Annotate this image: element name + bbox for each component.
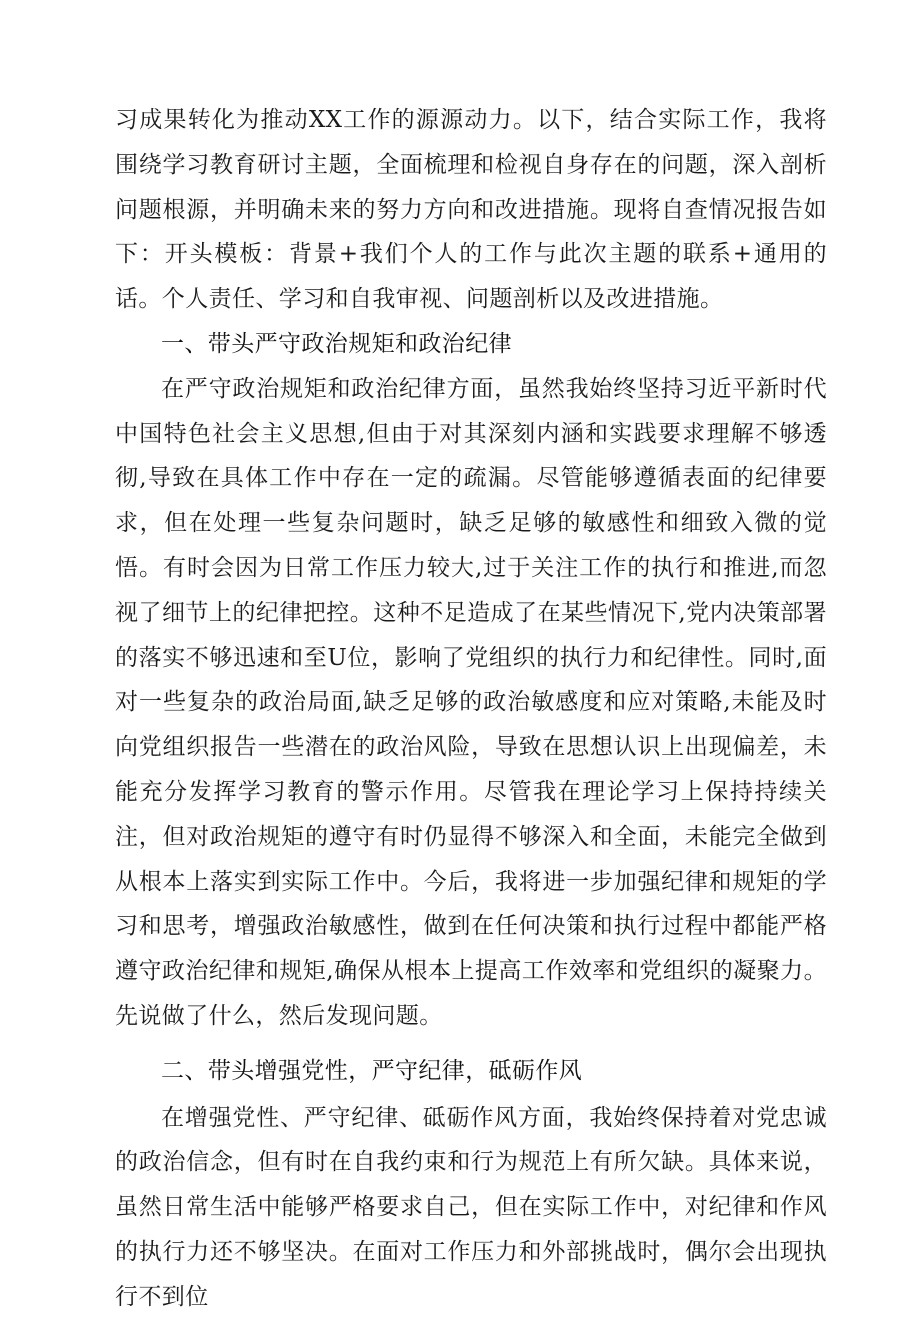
document-body: [115, 98, 827, 1320]
intro-paragraph: 习成果转化为推动XX工作的源源动力。以下，结合实际工作，我将围绕学习教育研讨主题，全面梳理和检视自身存在的问题，深入剖析问题根源，并明确未来的努力方向和改进措施。现将自查情况报告如下：开头模板：背景+我们个人的工作与此次主题的联系+通用的话。个人责任、学习和自我审视、问题剖析以及改进措施。: [115, 107, 827, 313]
section-heading-2: 二、带头增强党性，严守纪律，砥砺作风: [161, 1057, 583, 1084]
section-1-paragraph: 在严守政治规矩和政治纪律方面，虽然我始终坚持习近平新时代中国特色社会主义思想,但由于对其深刻内涵和实践要求理解不够透彻,导致在具体工作中存在一定的疏漏。尽管能够遵循表面的纪律要求，但在处理一些复杂问题时，缺乏足够的敏感性和细致入微的觉悟。有时会因为日常工作压力较大,过于关注工作的执行和推进,而忽视了细节上的纪律把控。这种不足造成了在某些情况下,党内决策部署的落实不够迅速和至U位，影响了党组织的执行力和纪律性。同时,面对一些复杂的政治局面,缺乏足够的政治敏感度和应对策略,未能及时向党组织报告一些潜在的政治风险，导致在思想认识上出现偏差，未能充分发挥学习教育的警示作用。尽管我在理论学习上保持持续关注，但对政治规矩的遵守有时仍显得不够深入和全面，未能完全做到从根本上落实到实际工作中。今后，我将进一步加强纪律和规矩的学习和思考，增强政治敏感性，做到在任何决策和执行过程中都能严格遵守政治纪律和规矩,确保从根本上提高工作效率和党组织的凝聚力。先说做了什么，然后发现问题。: [115, 375, 827, 1029]
section-2-paragraph: 在增强党性、严守纪律、砥砺作风方面，我始终保持着对党忠诚的政治信念，但有时在自我约束和行为规范上有所欠缺。具体来说，虽然日常生活中能够严格要求自己，但在实际工作中，对纪律和作风的执行力还不够坚决。在面对工作压力和外部挑战时，偶尔会出现执行不到位: [115, 1104, 827, 1310]
section-heading-1: 一、带头严守政治规矩和政治纪律: [161, 330, 512, 357]
